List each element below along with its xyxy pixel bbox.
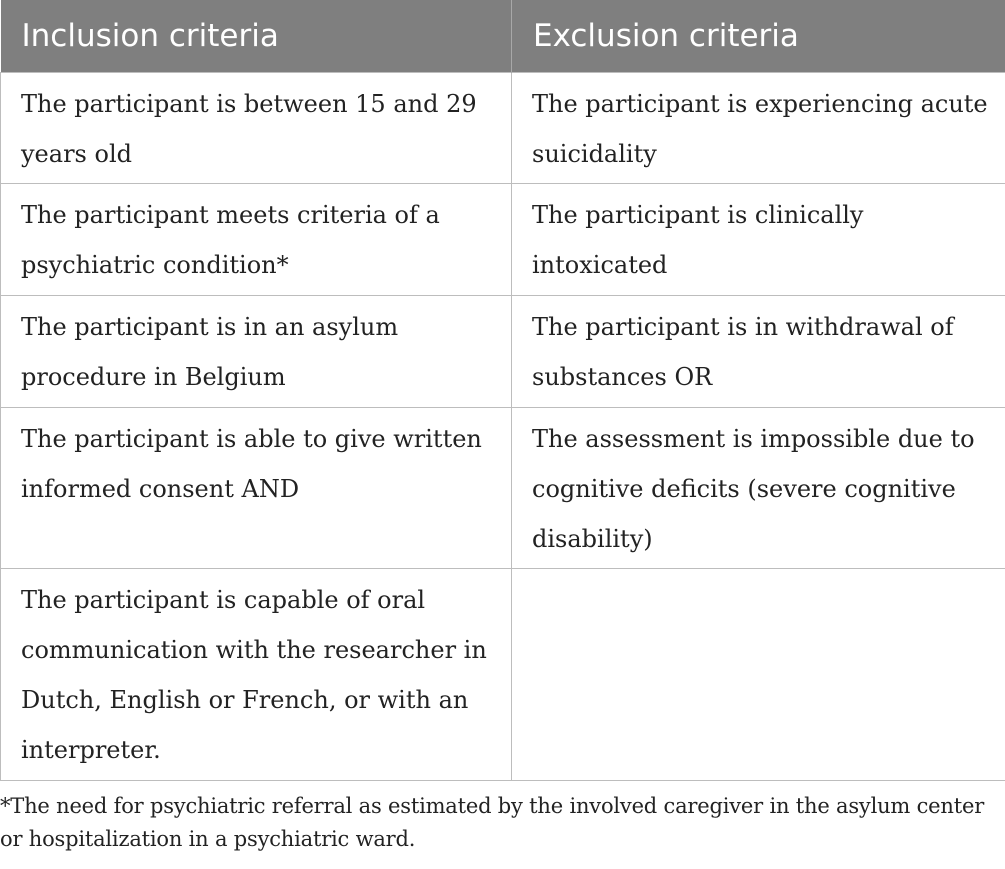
- inclusion-cell: The participant is capable of oral communication with the researcher in Dutch, English or French, or with an interpreter.: [1, 568, 512, 780]
- table-row: [1, 568, 1005, 780]
- header-row: [1, 0, 1005, 72]
- table-header: [1, 0, 1005, 72]
- exclusion-cell: The participant is experiencing acute suicidality: [512, 72, 1005, 183]
- inclusion-cell: The participant is in an asylum procedure in Belgium: [1, 295, 512, 407]
- table-row: [1, 183, 1005, 295]
- table-row: [1, 295, 1005, 407]
- table-body: [1, 72, 1005, 780]
- inclusion-cell: The participant is between 15 and 29 years old: [1, 72, 512, 183]
- table-row: [1, 72, 1005, 183]
- exclusion-cell: The participant is clinically intoxicated: [512, 183, 1005, 295]
- inclusion-cell: The participant meets criteria of a psychiatric condition*: [1, 183, 512, 295]
- table-row: [1, 407, 1005, 568]
- table-footnote: *The need for psychiatric referral as estimated by the involved caregiver in the asylum center or hospitalization in a psychiatric ward.: [0, 794, 985, 851]
- header-exclusion: Exclusion criteria: [512, 0, 1005, 72]
- exclusion-cell-empty: [512, 568, 1005, 780]
- inclusion-cell: The participant is able to give written informed consent AND: [1, 407, 512, 568]
- exclusion-cell: The assessment is impossible due to cognitive deficits (severe cognitive disability): [512, 407, 1005, 568]
- header-inclusion: Inclusion criteria: [1, 0, 512, 72]
- exclusion-cell: The participant is in withdrawal of substances OR: [512, 295, 1005, 407]
